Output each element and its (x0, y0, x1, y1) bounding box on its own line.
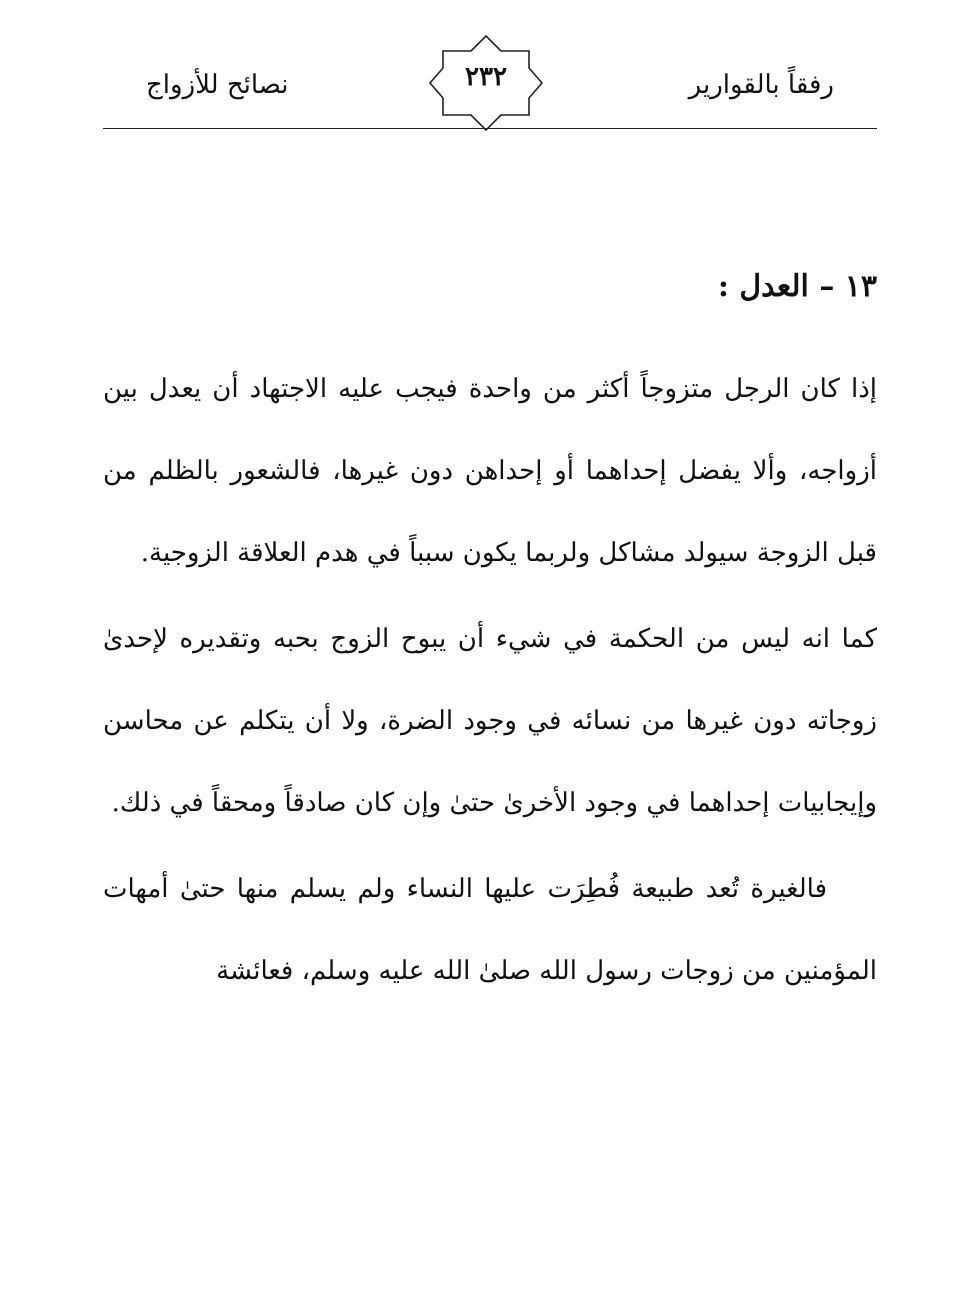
running-title-book: رفقاً بالقوارير (688, 70, 834, 100)
paragraph-1: إذا كان الرجل متزوجاً أكثر من واحدة فيجب عليه الاجتهاد أن يعدل بين أزواجه، وألا يفضل إحداهما أو إحداهن دون غيرها، فالشعور بالظلم من قبل الزوجة سيولد مشاكل ولربما يكون سبباً في هدم العلاقة الزوجية. (103, 374, 877, 568)
page-number-badge (428, 34, 544, 132)
running-title-chapter: نصائح للأزواج (146, 70, 289, 100)
page-header (0, 0, 980, 140)
section-heading: ١٣ – العدل : (717, 269, 877, 304)
paragraph-2: كما انه ليس من الحكمة في شيء أن يبوح الزوج بحبه وتقديره لإحدىٰ زوجاته دون غيرها من نسائه في وجود الضرة، ولا أن يتكلم عن محاسن وإيجابيات إحداهما في وجود الأخرىٰ حتىٰ وإن كان صادقاً ومحقاً في ذلك. (103, 624, 877, 818)
page-number: ٢٣٢ (465, 62, 507, 92)
paragraph-3: فالغيرة تُعد طبيعة فُطِرَت عليها النساء ولم يسلم منها حتىٰ أمهات المؤمنين من زوجات رسول الله صلىٰ الله عليه وسلم، فعائشة (103, 874, 877, 986)
header-divider (103, 128, 877, 129)
page-body (103, 262, 877, 1016)
